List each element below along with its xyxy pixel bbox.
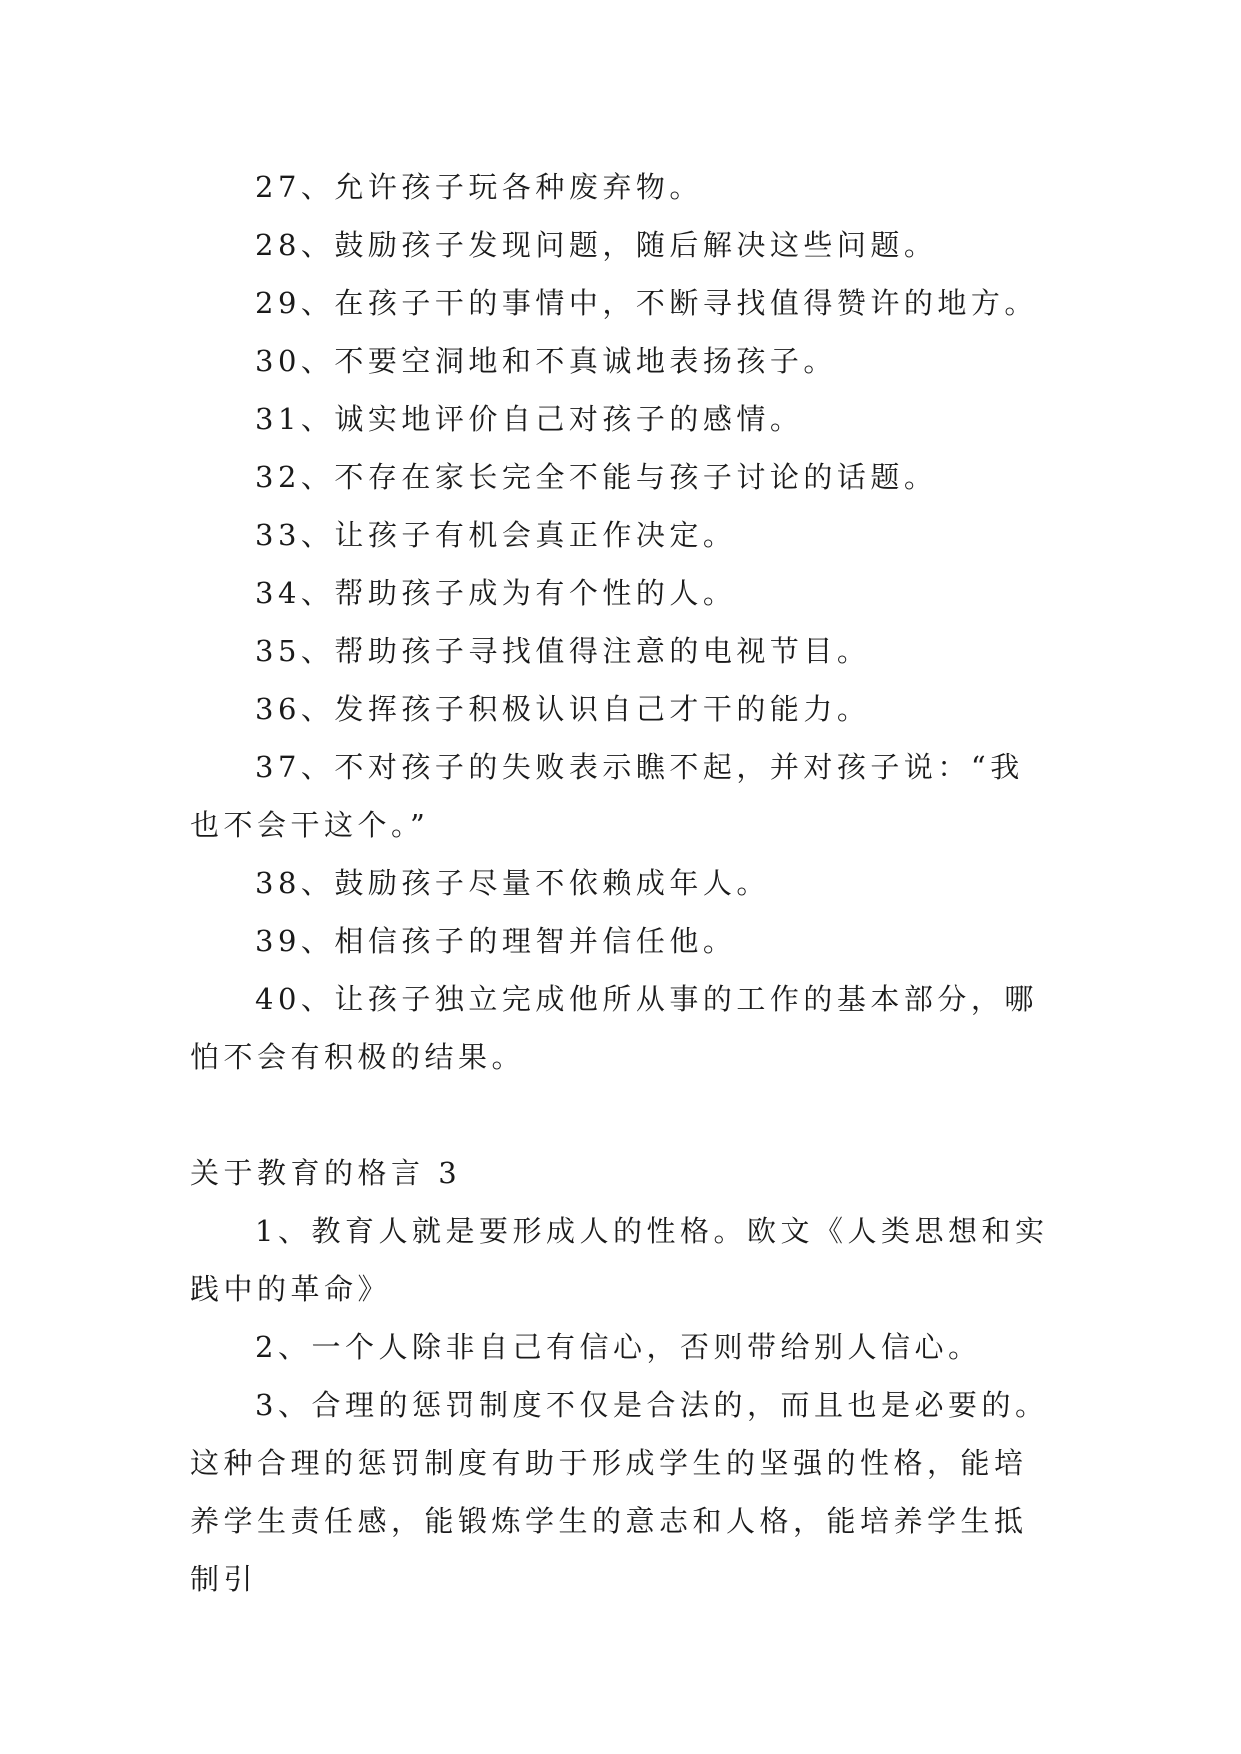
list-item: 2、一个人除非自己有信心，否则带给别人信心。 (255, 1330, 982, 1364)
list-item: 31、诚实地评价自己对孩子的感情。 (255, 402, 804, 436)
list-item: 28、鼓励孩子发现问题，随后解决这些问题。 (255, 228, 938, 262)
list-item: 38、鼓励孩子尽量不依赖成年人。 (255, 866, 770, 900)
list-item: 27、允许孩子玩各种废弃物。 (255, 170, 703, 204)
list-item: 30、不要空洞地和不真诚地表扬孩子。 (255, 344, 837, 378)
list-item: 1、教育人就是要形成人的性格。欧文《人类思想和实践中的革命》 (190, 1214, 1049, 1306)
list-item: 39、相信孩子的理智并信任他。 (255, 924, 737, 958)
list-item: 40、让孩子独立完成他所从事的工作的基本部分，哪怕不会有积极的结果。 (190, 982, 1038, 1074)
list-item: 34、帮助孩子成为有个性的人。 (255, 576, 737, 610)
list-item: 29、在孩子干的事情中，不断寻找值得赞许的地方。 (255, 286, 1038, 320)
list-item: 35、帮助孩子寻找值得注意的电视节目。 (255, 634, 871, 668)
list-item: 36、发挥孩子积极认识自己才干的能力。 (255, 692, 871, 726)
list-item: 32、不存在家长完全不能与孩子讨论的话题。 (255, 460, 938, 494)
list-item: 3、合理的惩罚制度不仅是合法的，而且也是必要的。这种合理的惩罚制度有助于形成学生的坚强的性格，能培养学生责任感，能锻炼学生的意志和人格，能培养学生抵制引 (190, 1388, 1049, 1596)
section-heading: 关于教育的格言 3 (190, 1156, 462, 1190)
document-body (190, 158, 1050, 1608)
list-item: 33、让孩子有机会真正作决定。 (255, 518, 737, 552)
list-item: 37、不对孩子的失败表示瞧不起，并对孩子说：“我也不会干这个。” (190, 750, 1024, 842)
